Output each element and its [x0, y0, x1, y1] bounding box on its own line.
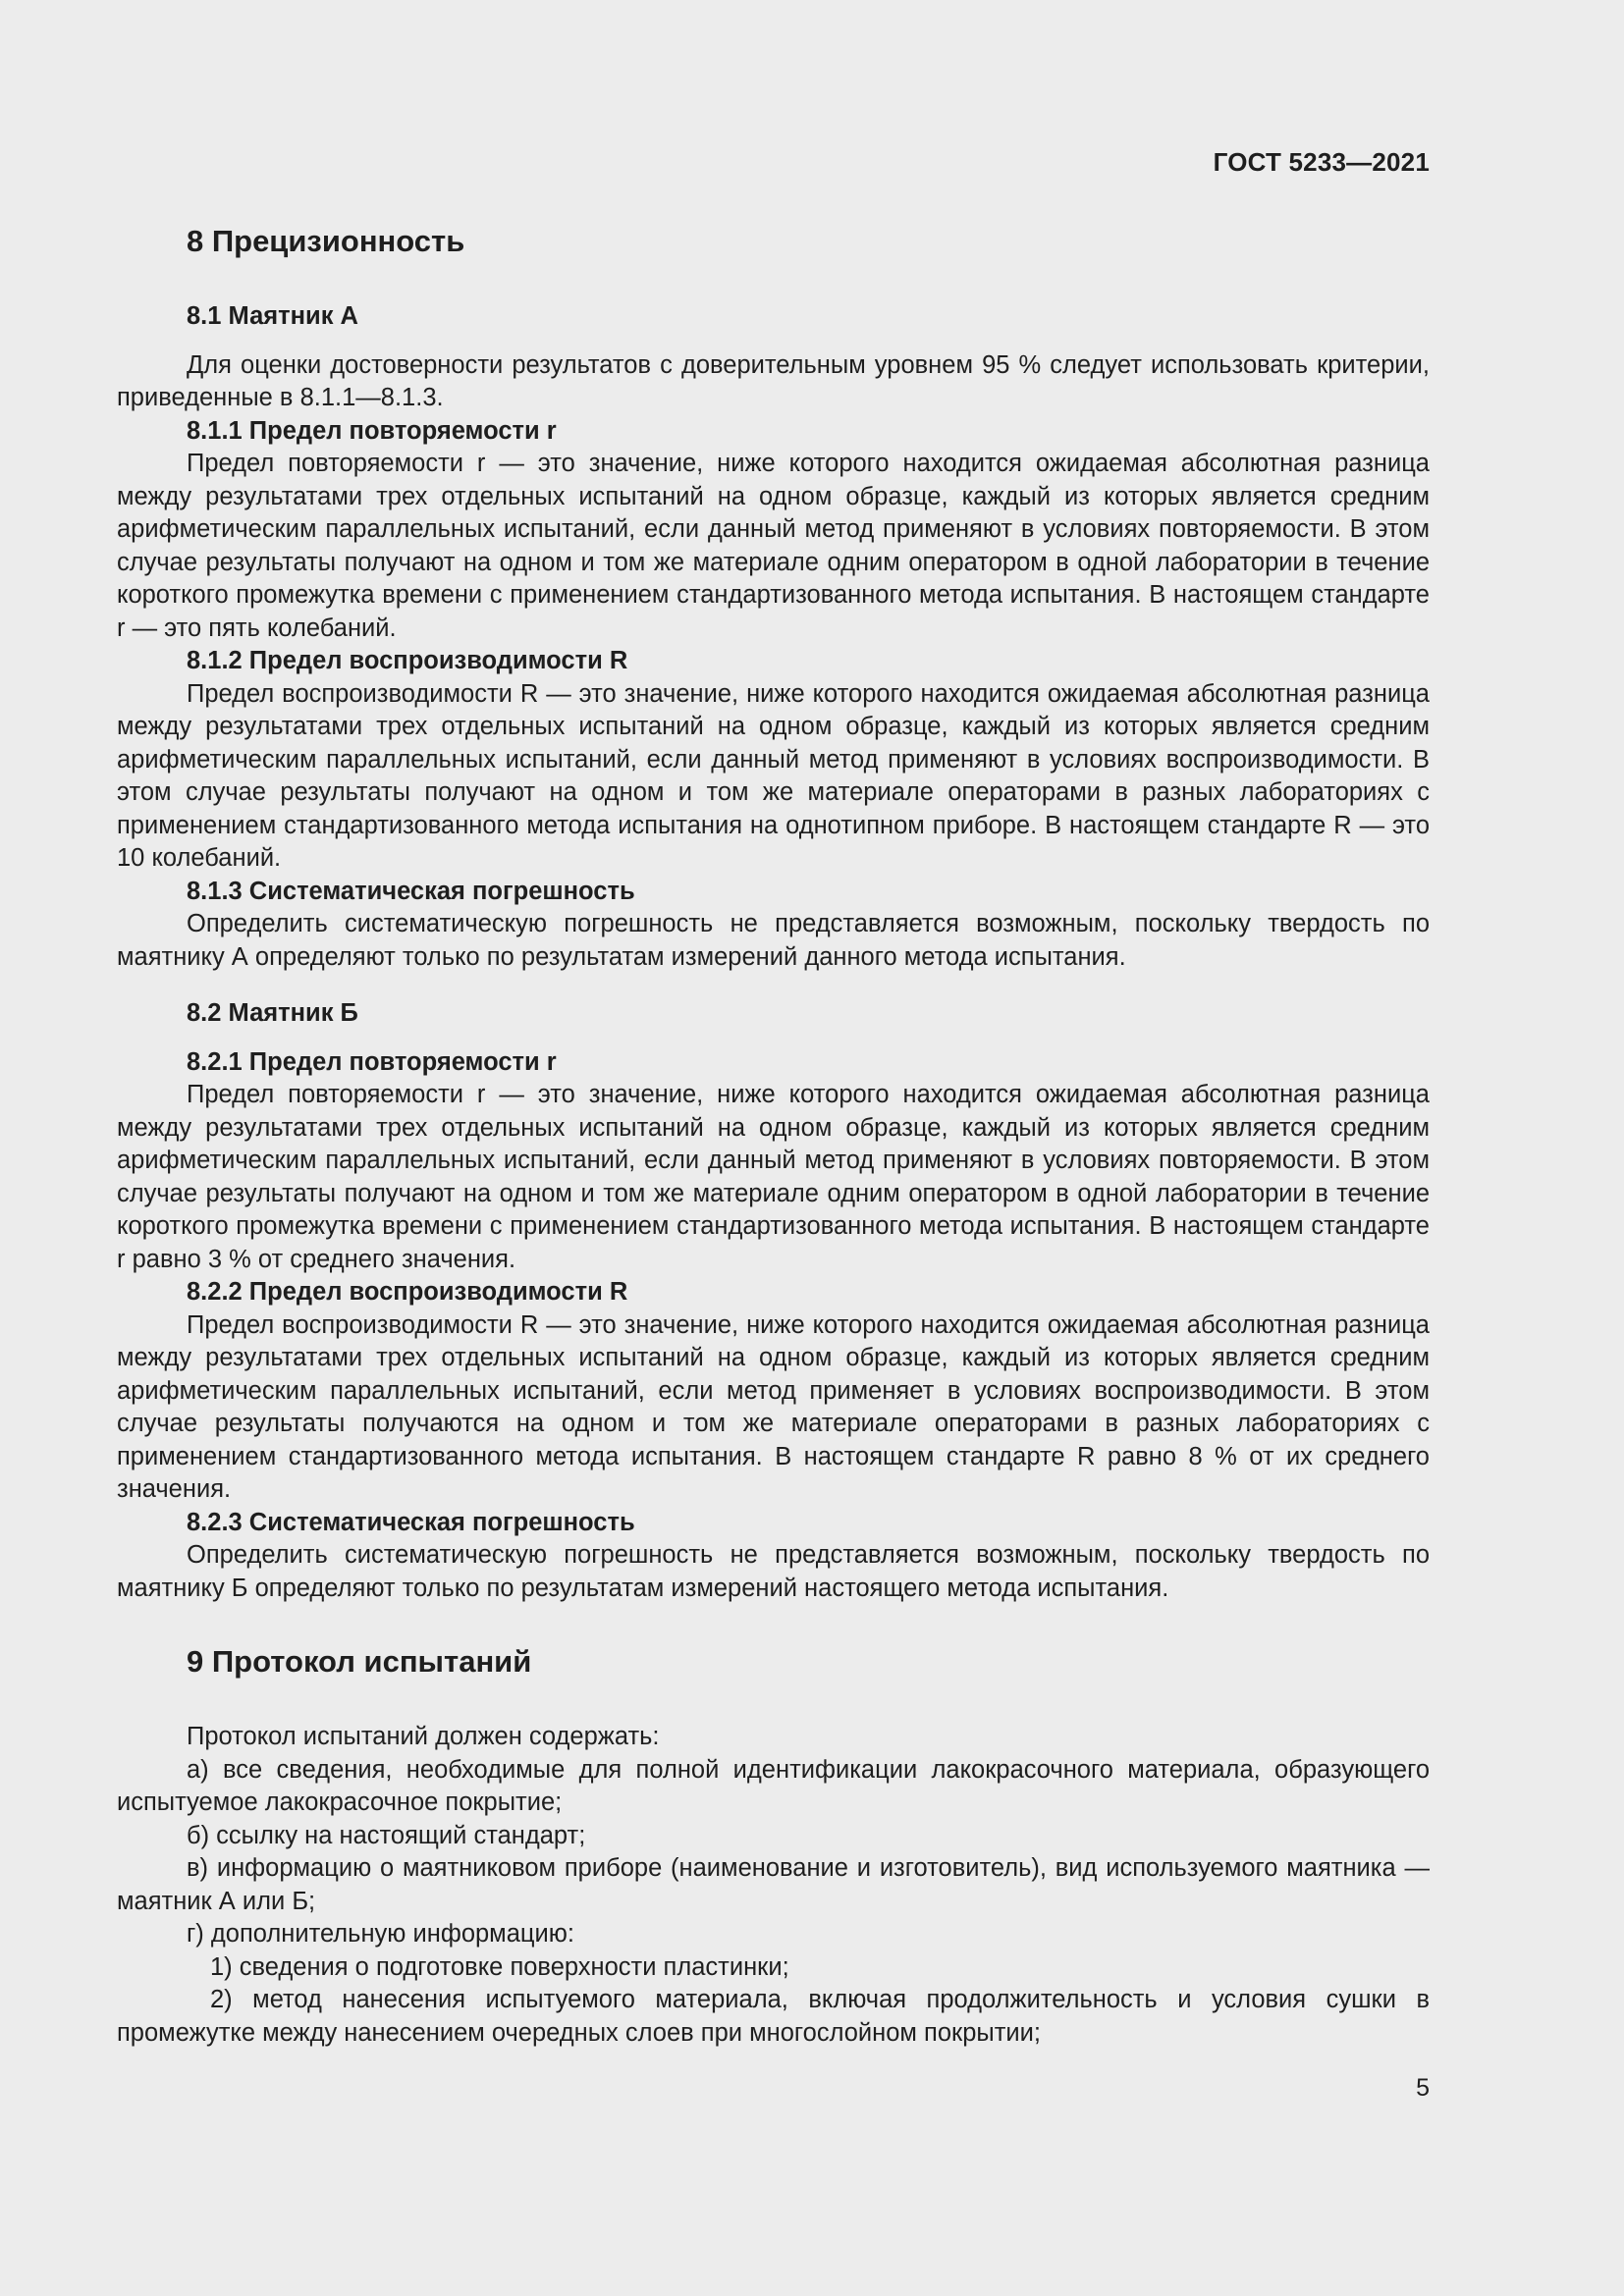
document-code: ГОСТ 5233—2021: [1213, 147, 1430, 177]
section-8-1-2-heading: 8.1.2 Предел воспроизводимости R: [187, 647, 628, 674]
section-8-1-1-heading: 8.1.1 Предел повторяемости r: [187, 416, 557, 445]
section-8-2-3-heading: 8.2.3 Систематическая погрешность: [187, 1508, 635, 1536]
section-9-intro: Протокол испытаний должен содержать:: [187, 1723, 660, 1750]
section-8-2-3-text: Определить систематическую погрешность не представляется возможным, поскольку твердость по маятнику Б определяют только по результатам измерений настоящего метода испытания.: [117, 1541, 1430, 1602]
list-item: г) дополнительную информацию:: [187, 1920, 574, 1948]
sub-list-item: 2) метод нанесения испытуемого материала, включая продолжительность и условия сушки в промежутке между нанесением очередных слоев при многослойном покрытии;: [117, 1986, 1430, 2047]
list-item: б) ссылку на настоящий стандарт;: [187, 1821, 586, 1849]
section-8-1-heading: 8.1 Маятник А: [187, 302, 358, 330]
section-8-2-heading: 8.2 Маятник Б: [187, 999, 358, 1027]
section-8-2-1-text: Предел повторяемости r — это значение, ниже которого находится ожидаемая абсолютная разница между результатами трех отдельных испытаний на одном образце, каждый из которых является средним арифметическим параллельных испытаний, если данный метод применяют в условиях повторяемости. В этом случае результаты получают на одном и том же материале одним оператором в одной лаборатории в течение короткого промежутка времени с применением стандартизованного метода испытания. В настоящем стандарте r равно 3 % от среднего значения.: [117, 1081, 1430, 1273]
section-8-2-2-text: Предел воспроизводимости R — это значение, ниже которого находится ожидаемая абсолютная разница между результатами трех отдельных испытаний на одном образце, каждый из которых является средним арифметическим параллельных испытаний, если метод применяет в условиях воспроизводимости. В этом случае результаты получаются на одном и том же материале операторами в разных лабораториях с применением стандартизованного метода испытания. В настоящем стандарте R равно 8 % от их среднего значения.: [117, 1310, 1430, 1503]
page-number: 5: [1416, 2074, 1430, 2102]
section-8-1-3-heading: 8.1.3 Систематическая погрешность: [187, 877, 635, 905]
section-8-2-1-heading: 8.2.1 Предел повторяемости r: [187, 1047, 557, 1076]
section-8-1-3-text: Определить систематическую погрешность не представляется возможным, поскольку твердость по маятнику А определяют только по результатам измерений данного метода испытания.: [117, 910, 1430, 971]
list-item: а) все сведения, необходимые для полной идентификации лакокрасочного материала, образующего испытуемое лакокрасочное покрытие;: [117, 1755, 1430, 1816]
section-8-heading: 8 Прецизионность: [187, 224, 465, 258]
section-8-2-2-heading: 8.2.2 Предел воспроизводимости R: [187, 1278, 628, 1306]
section-9-heading: 9 Протокол испытаний: [187, 1644, 532, 1679]
section-8-1-1-text: Предел повторяемости r — это значение, ниже которого находится ожидаемая абсолютная разница между результатами трех отдельных испытаний на одном образце, каждый из которых является средним арифметическим параллельных испытаний, если данный метод применяют в условиях повторяемости. В этом случае результаты получают на одном и том же материале одним оператором в одной лаборатории в течение короткого промежутка времени с применением стандартизованного метода испытания. В настоящем стандарте r — это пять колебаний.: [117, 450, 1430, 642]
sub-list-item: 1) сведения о подготовке поверхности пластинки;: [210, 1952, 789, 1981]
page-content: [117, 222, 1430, 2050]
section-8-1-intro: Для оценки достоверности результатов с доверительным уровнем 95 % следует использовать критерии, приведенные в 8.1.1—8.1.3.: [117, 350, 1430, 411]
list-item: в) информацию о маятниковом приборе (наименование и изготовитель), вид используемого маятника — маятник А или Б;: [117, 1854, 1430, 1915]
section-8-1-2-text: Предел воспроизводимости R — это значение, ниже которого находится ожидаемая абсолютная разница между результатами трех отдельных испытаний на одном образце, каждый из которых является средним арифметическим параллельных испытаний, если данный метод применяют в условиях воспроизводимости. В этом случае результаты получают на одном и том же материале операторами в разных лабораториях с применением стандартизованного метода испытания на однотипном приборе. В настоящем стандарте R — это 10 колебаний.: [117, 679, 1430, 872]
